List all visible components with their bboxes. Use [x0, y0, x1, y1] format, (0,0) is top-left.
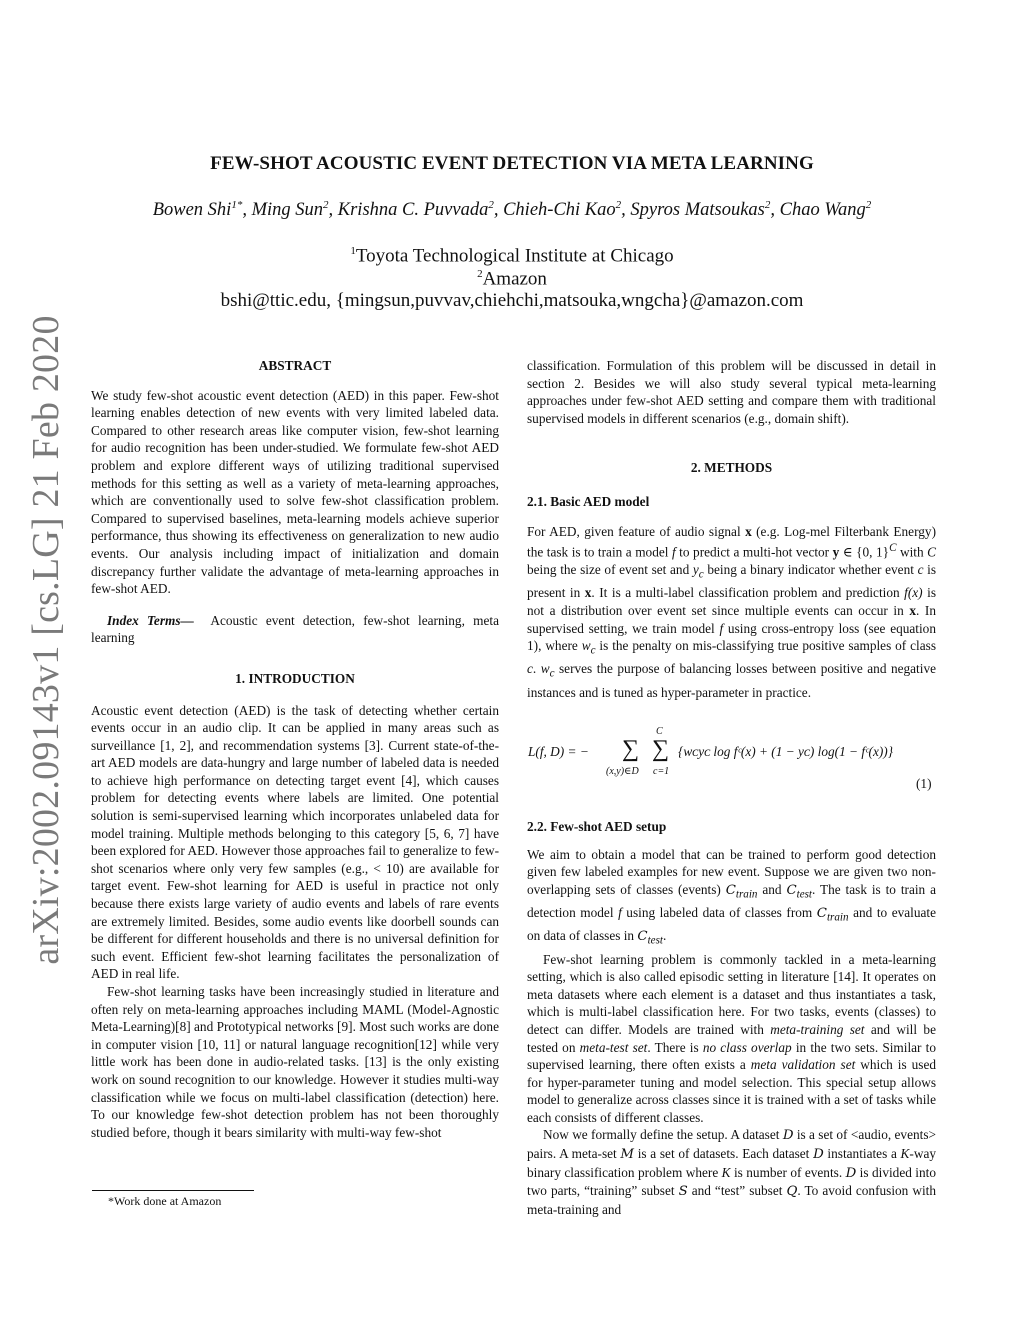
- abstract-text: We study few-shot acoustic event detection (AED) in this paper. Few-shot learning enables detection of new events with very limited labeled data. Compared to other research areas like computer vision, few-shot learning for audio recognition has been under-studied. We formulate few-shot AED problem and explore different ways of utilizing traditional supervised methods for this setting as well as a variety of meta-learning approaches, which are conventionally used to solve few-shot classification problem. Compared to supervised baselines, meta-learning models achieve superior performance, thus showing its effectiveness on generalization to new audio events. Our analysis including impact of initialization and domain discrepancy further validate the advantage of meta-learning approaches in few-shot AED.: [91, 387, 499, 597]
- arxiv-stamp: arXiv:2002.09143v1 [cs.LG] 21 Feb 2020: [25, 315, 67, 965]
- intro-paragraph: Acoustic event detection (AED) is the task of detecting whether certain events occur in an audio clip. It can be applied in many areas such as surveillance [1, 2], and recommendation systems [3]. Current state-of-the-art AED models are data-hungry and large number of labeled data is needed to achieve high performance on detecting target event [4], which causes problem for detecting events where labels are limited. One potential solution is semi-supervised learning which incorporates unlabeled data for model training. Multiple methods belonging to this category [5, 6, 7] have been explored for AED. However those approaches fail to generalize to few-shot scenarios where only very few samples (e.g., < 10) are available for target event. Few-shot learning for AED is useful in practice not only because there exists large variety of audio events and labels of rare events are extremely limited. Besides, some audio events like doorbell sounds can be different for different households and there is no universal definition for such event. Efficient few-shot learning facilitates the personalization of AED in real life.: [91, 702, 499, 982]
- index-terms: Index Terms— Acoustic event detection, few-shot learning, meta learning: [91, 612, 499, 646]
- methods-paragraph: Now we formally define the setup. A dataset D is a set of <audio, events> pairs. A meta-set M is a set of datasets. Each dataset D instantiates a K-way binary classification problem where K is number of events. D is divided into two parts, “training” subset S and “test” subset Q. To avoid confusion with meta-training and: [527, 1127, 937, 1217]
- subsection-heading: 2.1. Basic AED model: [527, 493, 650, 509]
- left-column: [91, 357, 499, 1141]
- affiliation: $^2$Amazon: [477, 268, 547, 290]
- author-list: Bowen Shi$^{1*}$, Ming Sun$^2$, Krishna C. Puvvada$^2$, Chieh-Chi Kao$^2$, Spyros Matsoukas$^2$, Chao Wang$^2$: [152, 199, 872, 221]
- right-column-bottom: [527, 818, 936, 1218]
- methods-paragraph: For AED, given feature of audio signal x (e.g. Log-mel Filterbank Energy) the task is to train a model f to predict a multi-hot vector y ∈ {0, 1}$^C$ with C being the size of event set and $y_c$ being a binary indicator whether event c is present in x. It is a multi-label classification problem and prediction f(x) is not a distribution over event set since multiple events can occur in x. In supervised setting, we train model f using cross-entropy loss (see equation 1), where $w_c$ is the penalty on mis-classifying true positive samples of class c. $w_c$ serves the purpose of balancing losses between positive and negative instances and is tuned as hyper-parameter in practice.: [527, 523, 936, 700]
- equation-number: (1): [916, 776, 932, 791]
- intro-paragraph: Few-shot learning tasks have been increasingly studied in literature and often rely on meta-learning approaches including MAML (Model-Agnostic Meta-Learning)[8] and Prototypical networks [9]. Most such works are done in computer vision [10, 11] or natural language recognition[12] while very little work has been done in audio-related tasks. [13] is the only existing work on sound recognition to our knowledge. However it studies multi-way classification while we focus on multi-label classification (detection) here. To our knowledge few-shot detection problem has not been thoroughly studied before, though it bears similarity with multi-way few-shot: [91, 984, 499, 1140]
- author: Ming Sun$^2$: [251, 199, 329, 221]
- author: Bowen Shi$^{1*}$: [152, 199, 243, 221]
- paper-title: FEW-SHOT ACOUSTIC EVENT DETECTION VIA META LEARNING: [210, 153, 814, 174]
- author: Chao Wang$^2$: [779, 199, 872, 221]
- author: Spyros Matsoukas$^2$: [630, 199, 771, 221]
- footnote-divider: [92, 1190, 254, 1191]
- emails: bshi@ttic.edu, {mingsun,puvvav,chiehchi,matsouka,wngcha}@amazon.com: [220, 290, 804, 311]
- footnote: *Work done at Amazon: [108, 1194, 222, 1208]
- subsection-heading: 2.2. Few-shot AED setup: [527, 819, 667, 834]
- abstract-heading: ABSTRACT: [258, 358, 332, 373]
- methods-paragraph: We aim to obtain a model that can be trained to perform good detection given few labeled examples for new event. Suppose we are given two non-overlapping sets of classes (events) $C_{train}$ and $C_{test}$. The task is to train a detection model f using labeled data of classes from $C_{train}$ and to evaluate on data of classes in $C_{test}$.: [527, 846, 937, 947]
- affiliation: $^1$Toyota Technological Institute at Chicago: [350, 245, 674, 267]
- author: Chieh-Chi Kao$^2$: [503, 199, 622, 221]
- right-column-top: [527, 357, 936, 701]
- intro-continuation: classification. Formulation of this problem will be discussed in detail in section 2. Besides we will also study several typical meta-learning approaches under few-shot AED setting and compare them with traditional supervised models in different scenarios (e.g., domain shift).: [527, 358, 936, 426]
- intro-heading: 1. INTRODUCTION: [235, 670, 355, 686]
- methods-paragraph: Few-shot learning problem is commonly tackled in a meta-learning setting, which is also called episodic setting in literature [14]. It operates on meta datasets where each element is a dataset and thus instantiates a task, which is multi-label classification here. For two tasks, events (classes) to detect can differ. Models are trained with meta-training set and will be tested on meta-test set. There is no class overlap in the two sets. Similar to supervised learning, there often exists a meta validation set which is used for hyper-parameter tuning and model selection. This special setup allows model to generalize across classes since it is trained with a set of tasks while each consists of different classes.: [527, 951, 936, 1125]
- methods-heading: 2. METHODS: [690, 460, 773, 476]
- author: Krishna C. Puvvada$^2$: [337, 199, 494, 221]
